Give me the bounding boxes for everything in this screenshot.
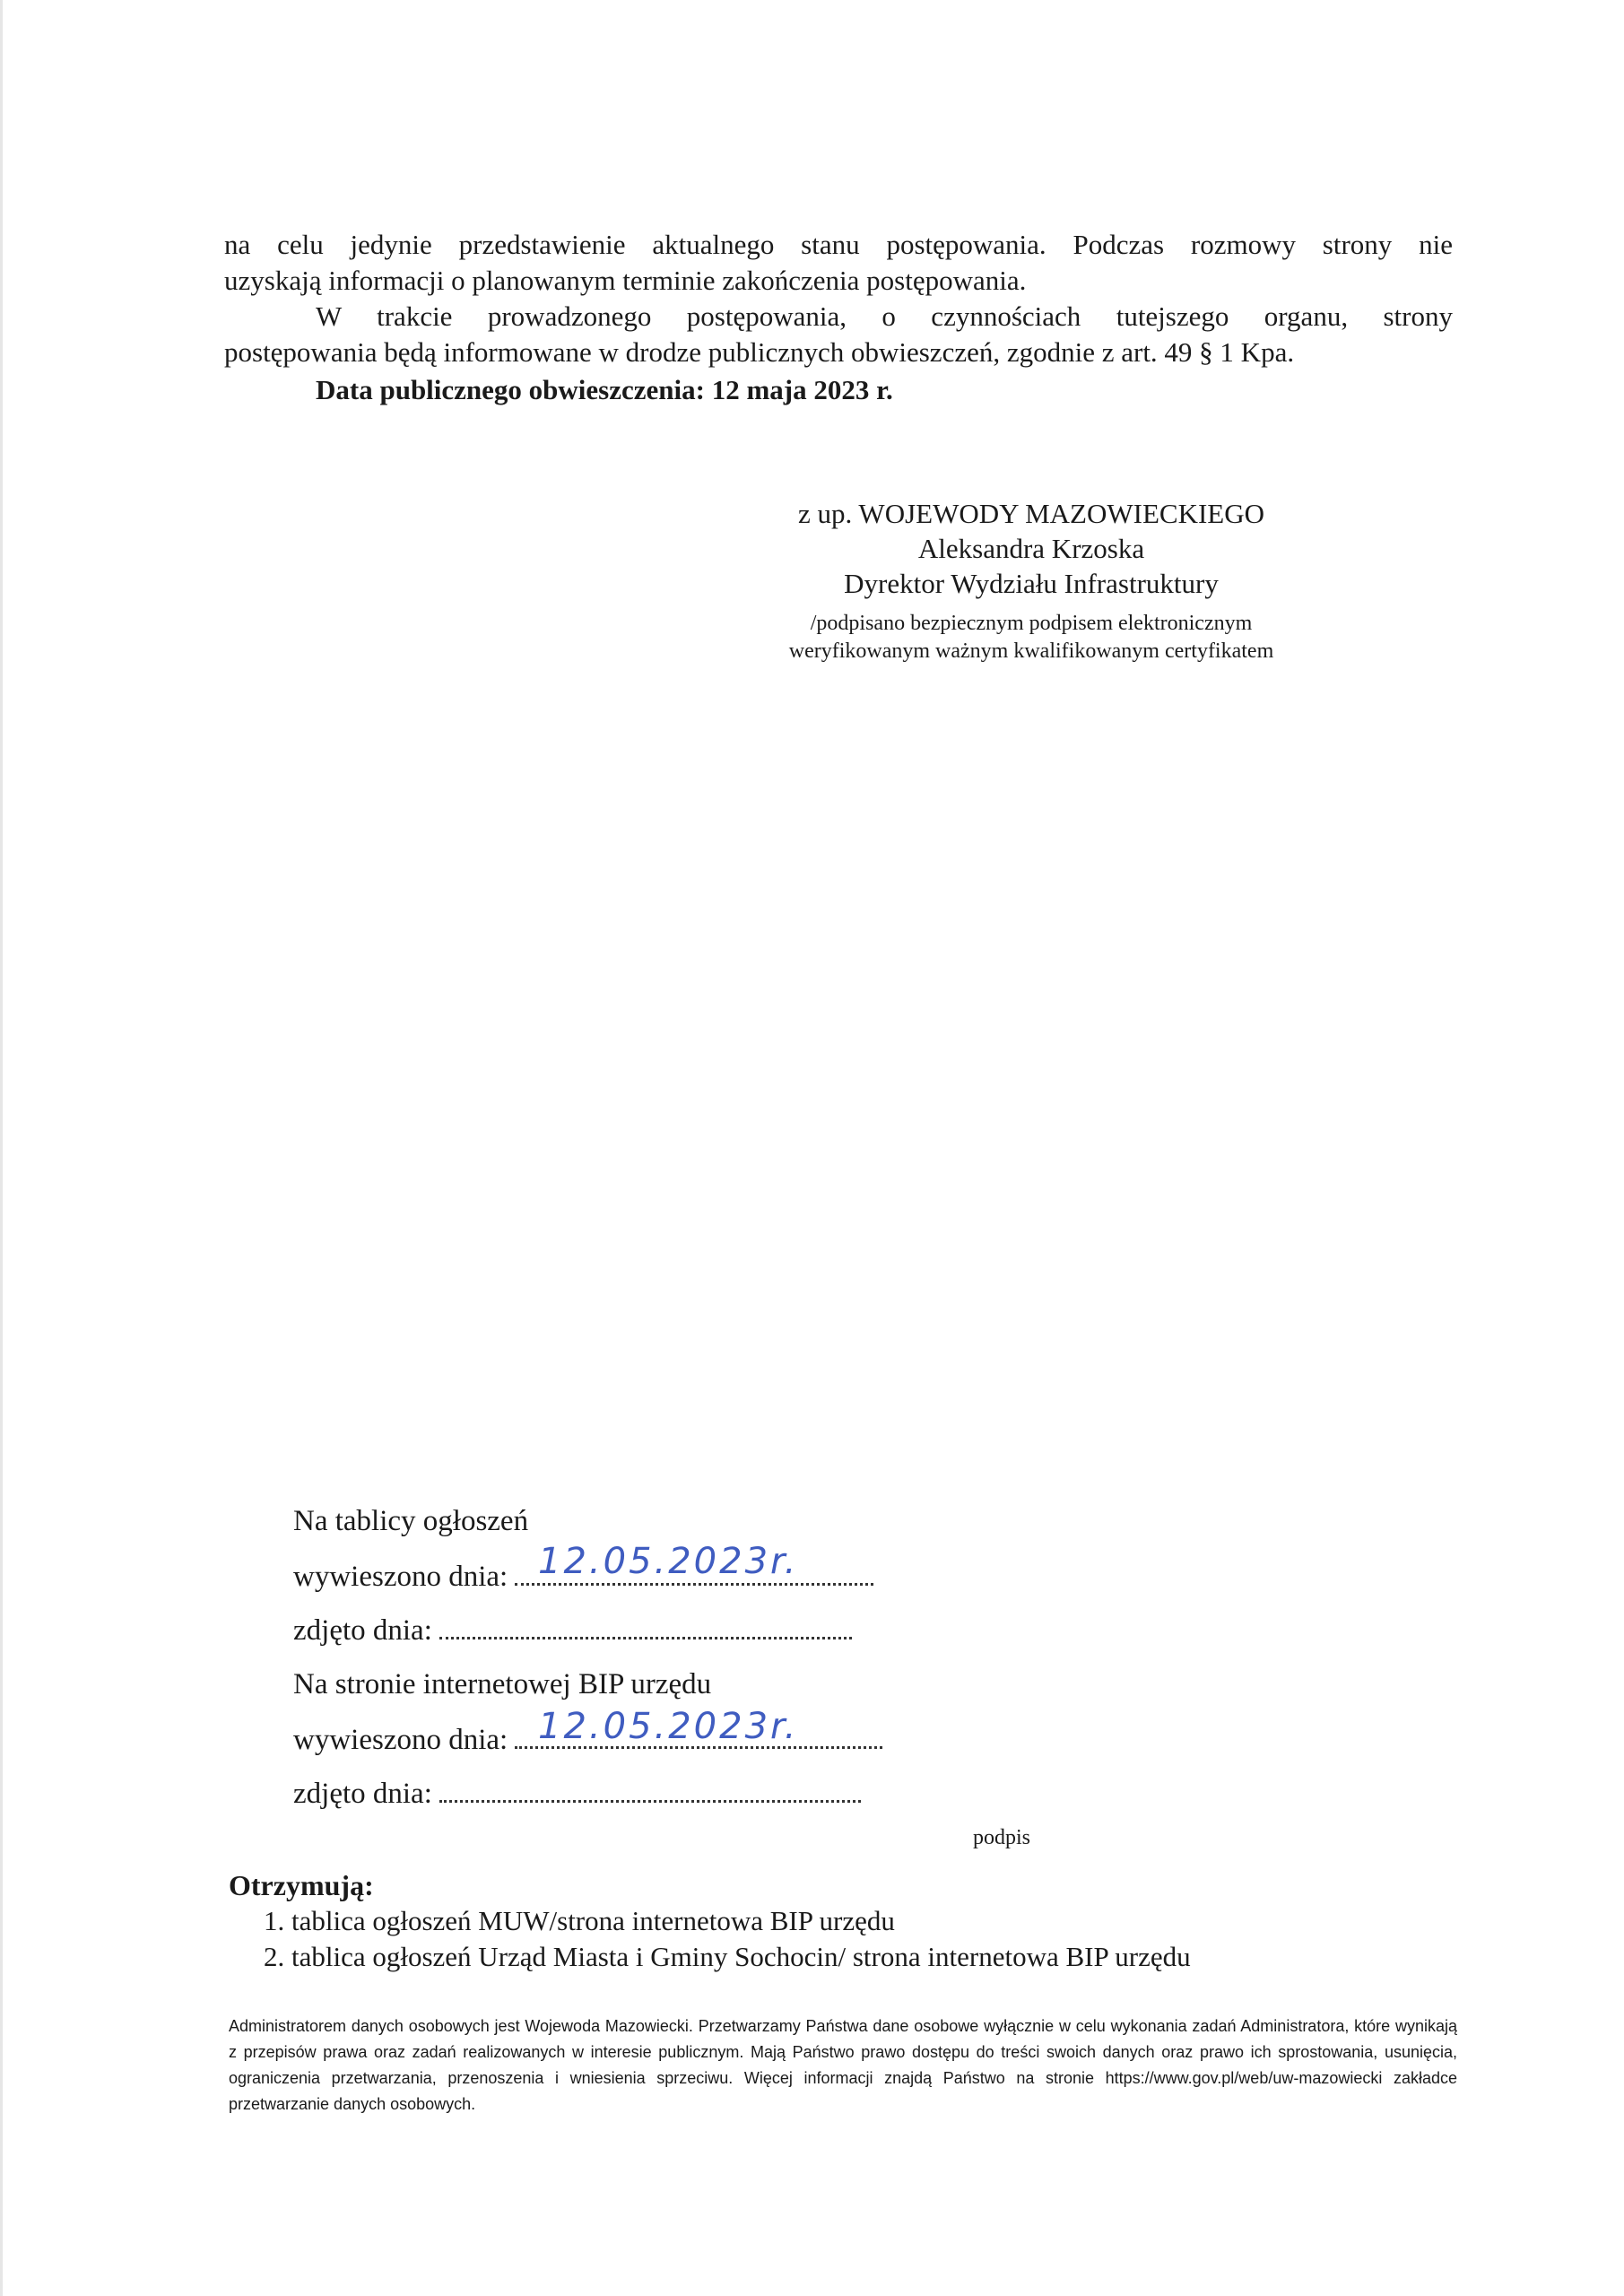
recipients-heading: Otrzymują: — [229, 1869, 374, 1901]
signature-note-2: weryfikowanym ważnym kwalifikowanym certyfikatem — [788, 639, 1274, 663]
recipients-section — [229, 1867, 1191, 1975]
board-removed-field — [439, 1630, 852, 1639]
signature-position: Dyrektor Wydziału Infrastruktury — [844, 568, 1219, 599]
recipients-list — [229, 1903, 1191, 1975]
recipient-item: 2. tablica ogłoszeń Urząd Miasta i Gminy Sochocin/ strona internetowa BIP urzędu — [291, 1939, 1191, 1975]
signature-authority: z up. WOJEWODY MAZOWIECKIEGO — [797, 498, 1264, 529]
bip-posted-label: wywieszono dnia: — [293, 1724, 508, 1756]
bip-posted-date-handwritten: 12.05.2023r. — [538, 1706, 799, 1747]
signature-label: podpis — [973, 1826, 1031, 1849]
signature-name: Aleksandra Krzoska — [917, 533, 1145, 564]
recipient-item: 1. tablica ogłoszeń MUW/strona internetowa BIP urzędu — [291, 1903, 1191, 1939]
scan-edge — [0, 0, 3, 2296]
board-posted-date-handwritten: 12.05.2023r. — [538, 1541, 799, 1582]
bip-removed-label: zdjęto dnia: — [293, 1778, 432, 1810]
board-removed-row — [293, 1614, 852, 1648]
body-line-4: postępowania będą informowane w drodze publicznych obwieszczeń, zgodnie z art. 49 § 1 Kpa. — [224, 336, 1295, 368]
bip-removed-field — [439, 1793, 861, 1803]
bip-header: Na stronie internetowej BIP urzędu — [293, 1668, 712, 1700]
board-posted-label: wywieszono dnia: — [293, 1561, 508, 1593]
board-removed-label: zdjęto dnia: — [293, 1614, 432, 1647]
body-line-1: na celu jedynie przedstawienie aktualnego stanu postępowania. Podczas rozmowy strony nie — [224, 229, 1453, 260]
privacy-notice: Administratorem danych osobowych jest Wojewoda Mazowiecki. Przetwarzamy Państwa dane osobowe wyłącznie w celu wykonania zadań Administratora, które wynikają z przepisów prawa oraz zadań realizowanych w interesie publicznym. Mają Państwo prawo dostępu do treści swoich danych oraz prawo ich sprostowania, usunięcia, ograniczenia przetwarzania, przenoszenia i wniesienia sprzeciwu. Więcej informacji znajdą Państwo na stronie https://www.gov.pl/web/uw-mazowiecki zakładce przetwarzanie danych osobowych. — [229, 2017, 1457, 2113]
bip-removed-row — [293, 1778, 861, 1811]
body-line-3: W trakcie prowadzonego postępowania, o czynnościach tutejszego organu, strony — [316, 300, 1453, 332]
signature-block — [682, 496, 1381, 665]
publication-date: Data publicznego obwieszczenia: 12 maja 2023 r. — [316, 374, 893, 405]
body-line-2: uzyskają informacji o planowanym terminie zakończenia postępowania. — [224, 265, 1027, 296]
board-header: Na tablicy ogłoszeń — [293, 1505, 529, 1537]
signature-note-1: /podpisano bezpiecznym podpisem elektronicznym — [810, 612, 1253, 635]
